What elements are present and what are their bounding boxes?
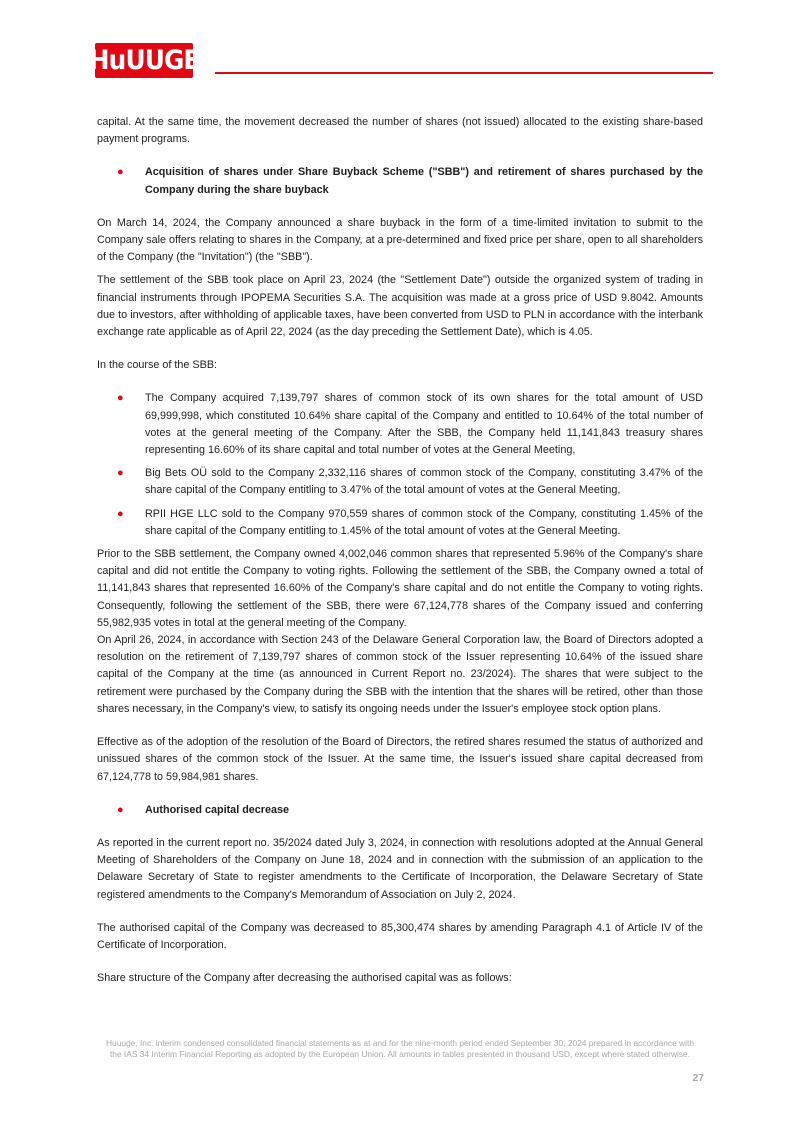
heading-sbb-text: Acquisition of shares under Share Buyback Scheme ("SBB") and retirement of shares purchased by the Company during the share buyback: [145, 166, 703, 196]
page-number: 27: [692, 1072, 704, 1084]
paragraph-settlement: The settlement of the SBB took place on April 23, 2024 (the "Settlement Date") outside the organized system of trading in financial instruments through IPOPEMA Securities S.A. The acquisition was made at a gross price of USD 9.8042. Amounts due to investors, after withholding of applicable taxes, have been converted from USD to PLN in accordance with the interbank exchange rate applicable as of April 22, 2024 (as the day preceding the Settlement Date), which is 4.05.: [97, 274, 703, 339]
company-logo: [88, 43, 200, 78]
paragraph-invitation: On March 14, 2024, the Company announced a share buyback in the form of a time-limited invitation to submit to the Company sale offers relating to shares in the Company, at a pre-determined and fixed price per share, open to all shareholders of the Company (the "Invitation") (the "SBB").: [97, 216, 703, 264]
list-item-rpii: [97, 506, 703, 540]
paragraph-share-structure: Share structure of the Company after decreasing the authorised capital was as follows:: [97, 972, 512, 985]
bullet-icon: ●: [117, 392, 124, 405]
paragraph-course-intro: In the course of the SBB:: [97, 359, 218, 372]
bullet-icon: ●: [117, 467, 124, 480]
footer-disclaimer: Huuuge, Inc. interim condensed consolidated financial statements as at and for the nine-month period ended September 30, 2024 prepared in accordance with the IAS 34 Interim Financial Reporting as adopted by the European Union. All amounts in tables presented in thousand USD, except where stated otherwise.: [105, 1038, 695, 1059]
header-rule: [215, 72, 713, 74]
logo-text: HuUUGE: [88, 45, 200, 76]
paragraph-capital: capital. At the same time, the movement decreased the number of shares (not issued) allocated to the existing share-based payment programs.: [97, 116, 703, 146]
list-item-text: The Company acquired 7,139,797 shares of common stock of its own shares for the total amount of USD 69,999,998, which constituted 10.64% share capital of the Company and entitled to 10.64% of the total number of votes at the general meeting of the Company. After the SBB, the Company held 11,141,843 treasury shares representing 16.60% of its share capital and total number of votes at the General Meeting,: [145, 392, 703, 457]
paragraph-prior-settlement: Prior to the SBB settlement, the Company owned 4,002,046 common shares that represented 5.96% of the Company's share capital and did not entitle the Company to voting rights. Following the settlement of the SBB, the Company owned a total of 11,141,843 shares that represented 16.60% of the Company's share capital and do not entitle the Company to voting rights. Consequently, following the settlement of the SBB, there were 67,124,778 shares of the Company issued and conferring 55,982,935 votes in total at the general meeting of the Company.: [97, 548, 703, 629]
bullet-icon: ●: [117, 166, 124, 179]
section-heading-authorised: [97, 802, 703, 819]
list-item-big-bets: [97, 465, 703, 499]
section-heading-sbb: [97, 164, 703, 198]
paragraph-retirement: On April 26, 2024, in accordance with Section 243 of the Delaware General Corporation law, the Board of Directors adopted a resolution on the retirement of 7,139,797 shares of common stock of the Issuer representing 10.64% of the issued share capital of the Company at the time (as announced in Current Report no. 23/2024). The shares that were subject to the retirement were purchased by the Company during the SBB with the intention that the shares will be retired, other than those shares necessary, in the Company's view, to satisfy its ongoing needs under the Issuer's employee stock option plans.: [97, 634, 703, 715]
document-body: [97, 114, 703, 987]
heading-authorised-text: Authorised capital decrease: [145, 803, 290, 816]
bullet-icon: ●: [117, 507, 124, 520]
paragraph-effective: Effective as of the adoption of the resolution of the Board of Directors, the retired shares resumed the status of authorized and unissued shares of the common stock of the Issuer. At the same time, the Issuer's issued share capital decreased from 67,124,778 to 59,984,981 shares.: [97, 736, 703, 783]
paragraph-authorised-decrease: The authorised capital of the Company was decreased to 85,300,474 shares by amending Paragraph 4.1 of Article IV of the Certificate of Incorporation.: [97, 921, 703, 951]
bullet-icon: ●: [117, 803, 124, 816]
list-item-company-acquired: [97, 390, 703, 459]
paragraph-current-report: As reported in the current report no. 35/2024 dated July 3, 2024, in connection with resolutions adopted at the Annual General Meeting of Shareholders of the Company on June 18, 2024 and in connection with the submission of an application to the Delaware Secretary of State to register amendments to the Certificate of Incorporation, the Delaware Secretary of State registered amendments to the Company's Memorandum of Association on July 2, 2024.: [97, 836, 703, 901]
list-item-text: Big Bets OÜ sold to the Company 2,332,116 shares of common stock of the Company, constituting 3.47% of the share capital of the Company entitling to 3.47% of the total amount of votes at the General Meeting,: [145, 467, 703, 497]
list-item-text: RPII HGE LLC sold to the Company 970,559 shares of common stock of the Company, constituting 1.45% of the share capital of the Company entitling to 1.45% of the total amount of votes at the General Meeting.: [145, 507, 703, 537]
